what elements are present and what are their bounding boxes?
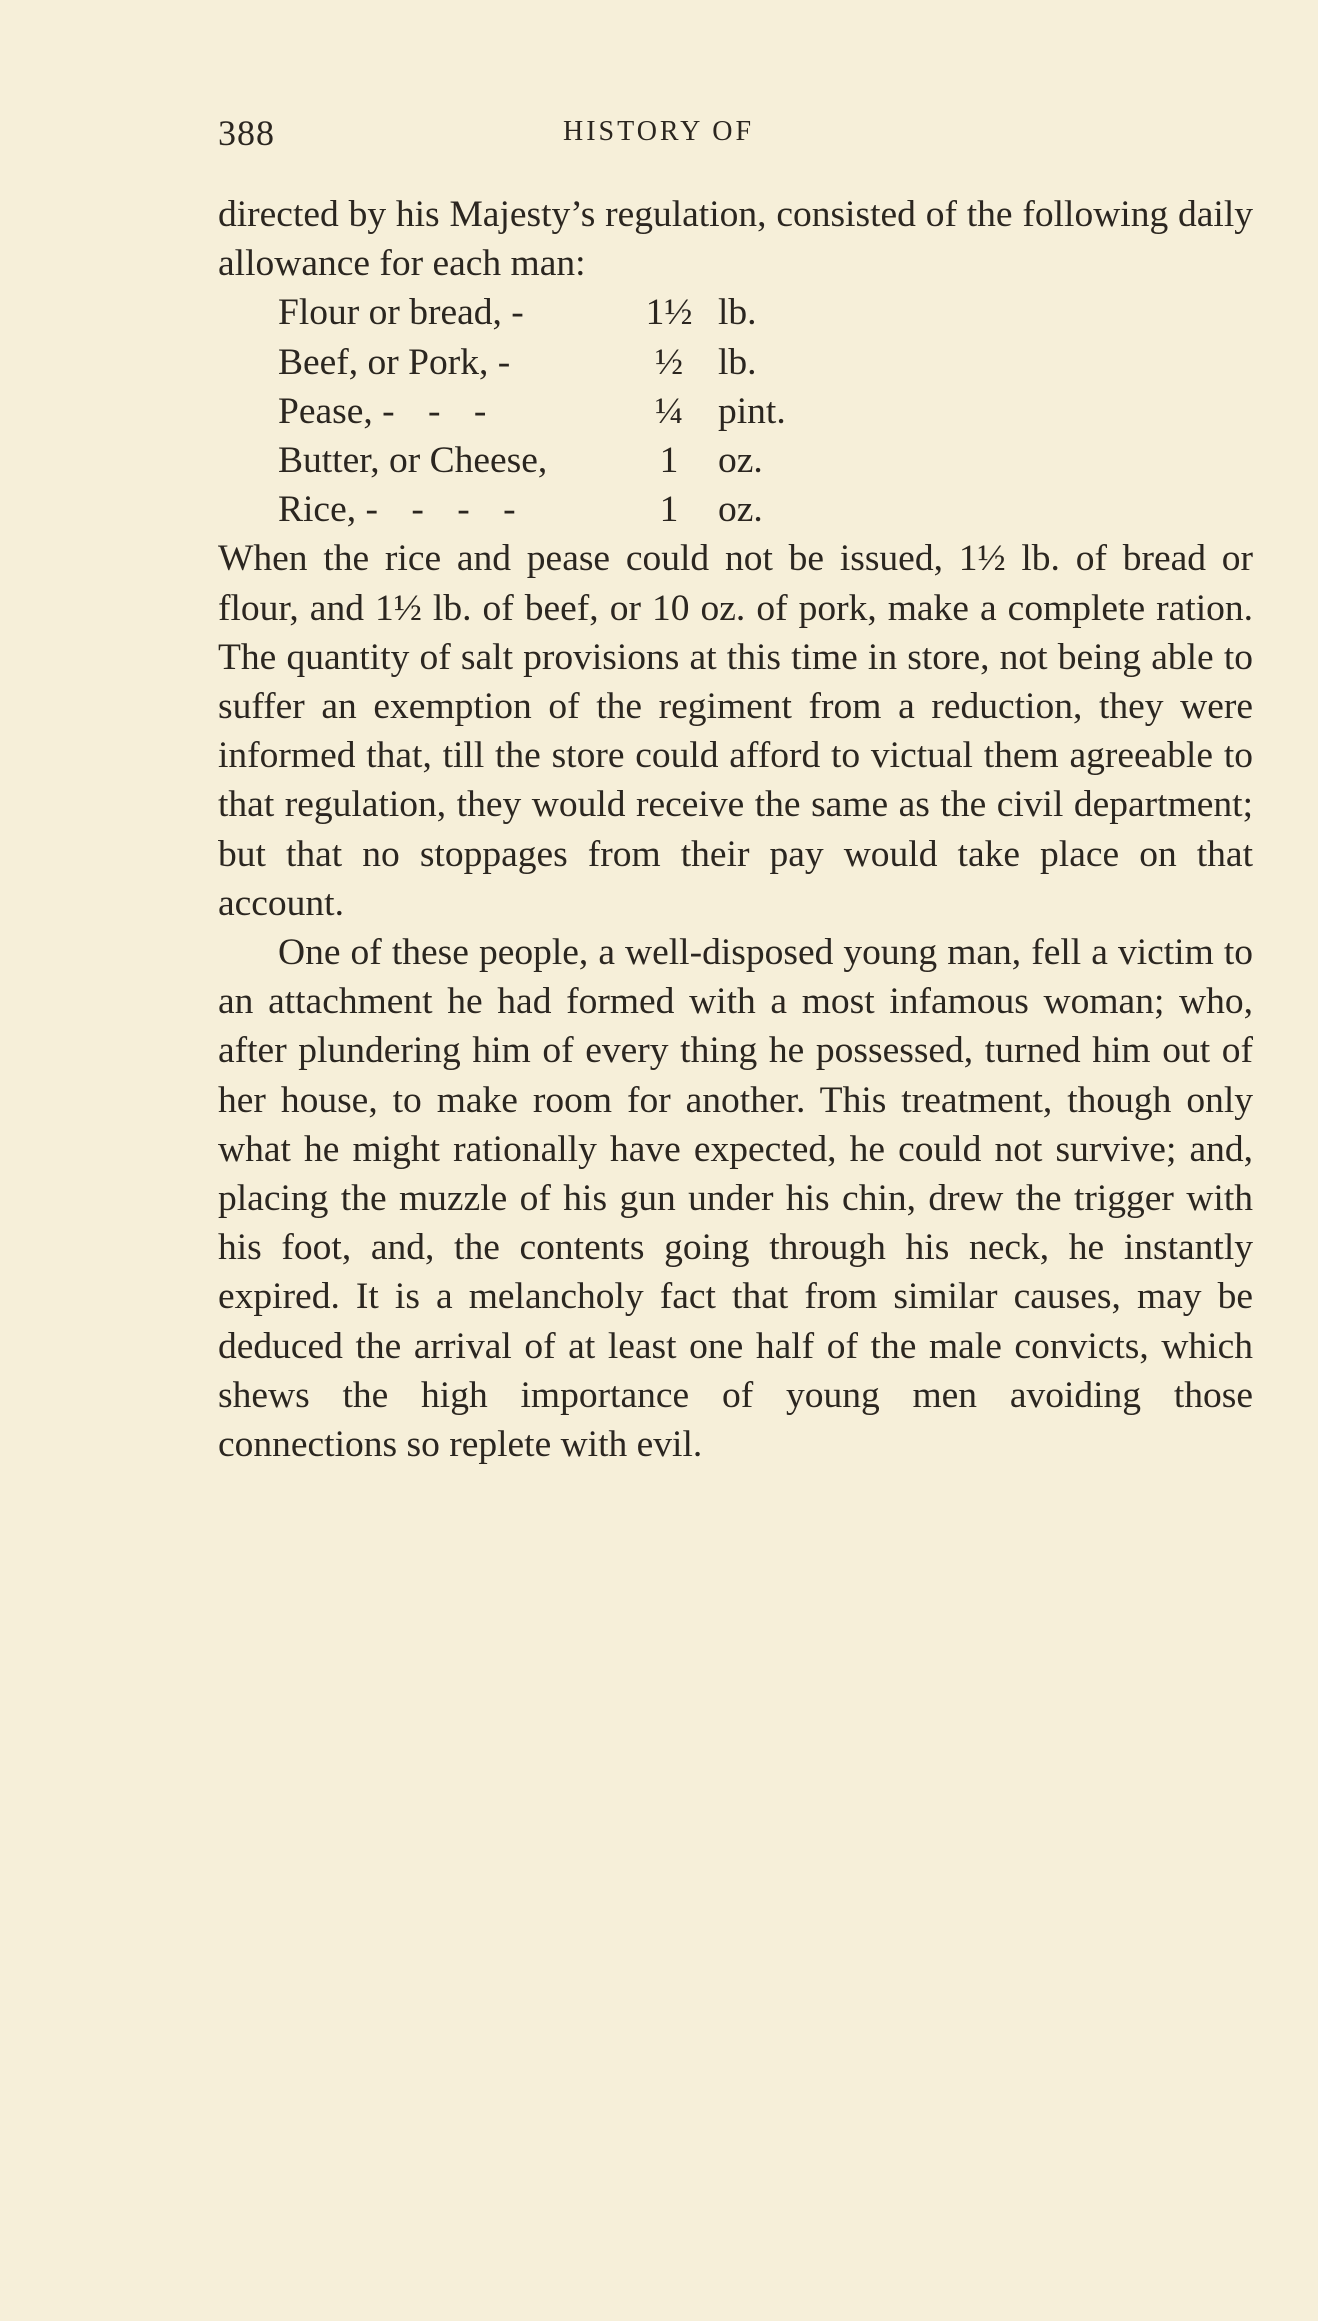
dot-leader: - - - - — [365, 489, 528, 531]
ration-item: Flour or bread, — [278, 292, 502, 334]
ration-quantity: ½ — [654, 341, 684, 383]
ration-quantity: 1 — [659, 440, 679, 482]
ration-quantity: 1½ — [645, 292, 693, 334]
ration-row — [278, 436, 786, 485]
page-number: 388 — [218, 113, 275, 153]
paragraph-anecdote: One of these people, a well-disposed young man, fell a victim to an attachment he had formed with a most infamous woman; who, after plundering him of every thing he possessed, turned him out of her house, to make room for another. This treatment, though only what he might rationally have expected, he could not survive; and, placing the muzzle of his gun under his chin, drew the trigger with his foot, and, the contents going through his neck, he instantly expired. It is a melancholy fact that from similar causes, may be deduced the arrival of at least one half of the male convicts, which shews the high importance of young men avoiding those connections so replete with evil. — [218, 932, 1253, 1466]
ration-table — [278, 288, 786, 534]
body-text — [218, 190, 1253, 1469]
ration-quantity: 1 — [659, 489, 679, 531]
ration-unit: oz. — [718, 489, 763, 531]
ration-unit: pint. — [718, 390, 786, 432]
dot-leader: - — [511, 292, 536, 334]
ration-unit: oz. — [718, 440, 763, 482]
ration-unit: lb. — [718, 292, 757, 334]
dot-leader: - — [497, 341, 523, 383]
dot-leader: - - - — [382, 390, 499, 432]
ration-item: Rice, — [278, 489, 357, 531]
page-header — [218, 112, 1253, 162]
ration-item: Butter, or Cheese, — [278, 440, 548, 482]
paragraph-intro: directed by his Majesty’s regulation, consisted of the following daily allowance for each man: — [218, 194, 1253, 285]
ration-item: Pease, — [278, 390, 373, 432]
paragraph-ration-details: When the rice and pease could not be issued, 1½ lb. of bread or flour, and 1½ lb. of beef, or 10 oz. of pork, make a complete ration. The quantity of salt provisions at this time in store, not being able to suffer an exemption of the regiment from a reduction, they were informed that, till the store could afford to victual them agreeable to that regulation, they would receive the same as the civil department; but that no stoppages from their pay would take place on that account. — [218, 538, 1253, 924]
ration-row — [278, 338, 786, 387]
ration-quantity: ¼ — [654, 390, 684, 432]
ration-item: Beef, or Pork, — [278, 341, 489, 383]
ration-row — [278, 485, 786, 534]
ration-row — [278, 288, 786, 337]
ration-unit: lb. — [718, 341, 757, 383]
ration-row — [278, 387, 786, 436]
running-head: HISTORY OF — [563, 116, 755, 147]
